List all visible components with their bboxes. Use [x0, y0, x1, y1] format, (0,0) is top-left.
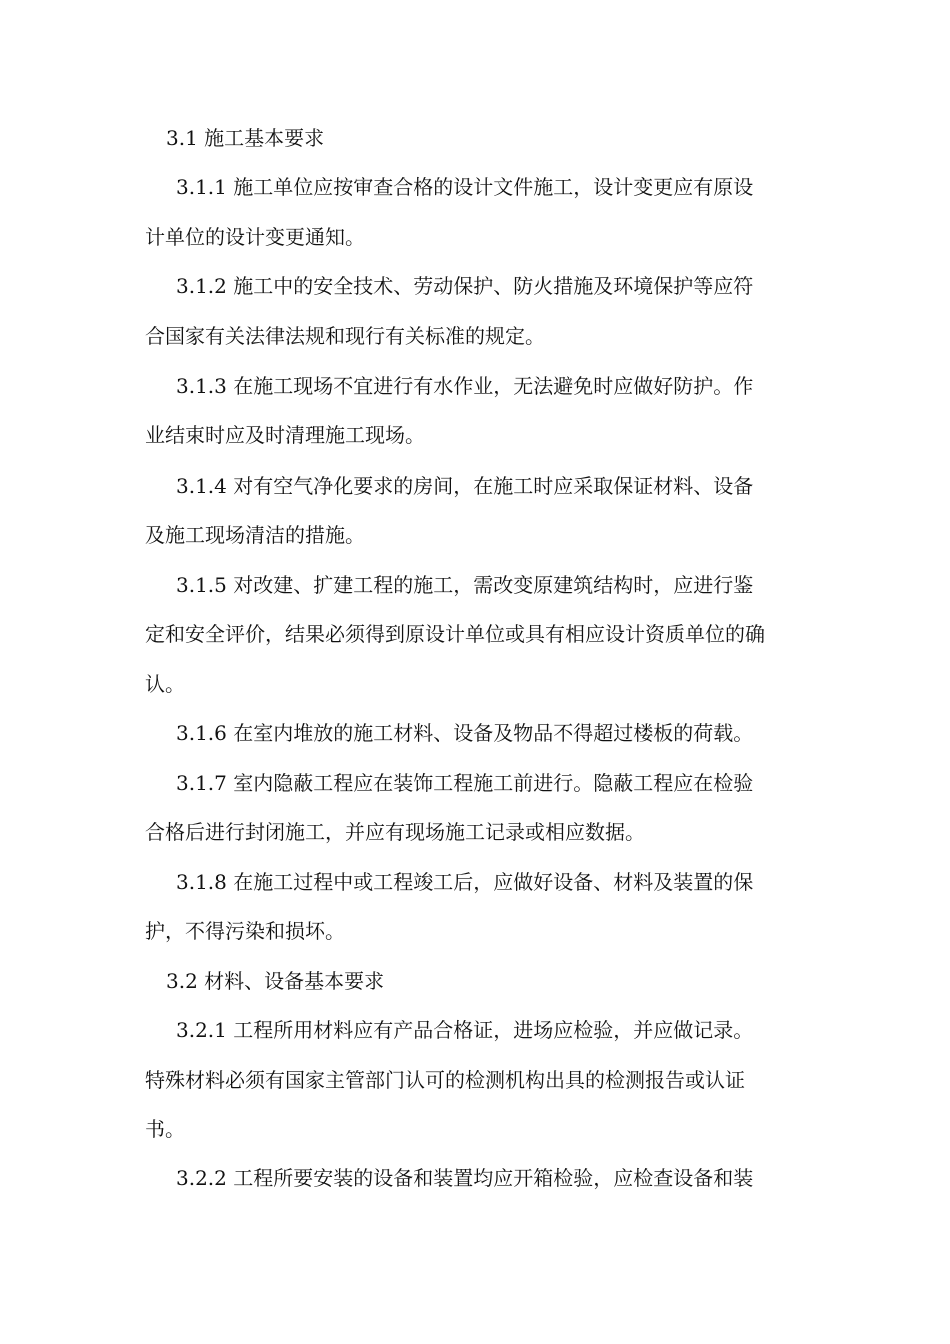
- paragraph-line: 3.1.5 对改建、扩建工程的施工，需改变原建筑结构时，应进行鉴: [176, 573, 754, 597]
- paragraph-line: 定和安全评价，结果必须得到原设计单位或具有相应设计资质单位的确: [145, 622, 765, 646]
- paragraph-line: 及施工现场清洁的措施。: [145, 523, 365, 547]
- paragraph-line: 护，不得污染和损坏。: [145, 919, 345, 943]
- paragraph-line: 3.1.4 对有空气净化要求的房间，在施工时应采取保证材料、设备: [176, 474, 754, 498]
- paragraph-line: 合国家有关法律法规和现行有关标准的规定。: [145, 324, 545, 348]
- paragraph-line: 3.2.2 工程所要安装的设备和装置均应开箱检验，应检查设备和装: [176, 1166, 754, 1190]
- paragraph-line: 3.1.8 在施工过程中或工程竣工后，应做好设备、材料及装置的保: [176, 870, 754, 894]
- paragraph-line: 3.1.3 在施工现场不宜进行有水作业，无法避免时应做好防护。作: [176, 374, 754, 398]
- paragraph-line: 业结束时应及时清理施工现场。: [145, 423, 425, 447]
- paragraph-line: 特殊材料必须有国家主管部门认可的检测机构出具的检测报告或认证: [145, 1068, 745, 1092]
- paragraph-line: 合格后进行封闭施工，并应有现场施工记录或相应数据。: [145, 820, 645, 844]
- paragraph-line: 3.1.7 室内隐蔽工程应在装饰工程施工前进行。隐蔽工程应在检验: [176, 771, 754, 795]
- paragraph-line: 计单位的设计变更通知。: [145, 225, 365, 249]
- paragraph-line: 3.2.1 工程所用材料应有产品合格证，进场应检验，并应做记录。: [176, 1018, 754, 1042]
- section-heading: 3.1 施工基本要求: [166, 126, 325, 150]
- paragraph-line: 3.1.1 施工单位应按审查合格的设计文件施工，设计变更应有原设: [176, 175, 754, 199]
- section-heading: 3.2 材料、设备基本要求: [166, 969, 385, 993]
- paragraph-line: 3.1.6 在室内堆放的施工材料、设备及物品不得超过楼板的荷载。: [176, 721, 754, 745]
- paragraph-line: 认。: [145, 672, 185, 696]
- paragraph-line: 书。: [145, 1117, 185, 1141]
- paragraph-line: 3.1.2 施工中的安全技术、劳动保护、防火措施及环境保护等应符: [176, 274, 754, 298]
